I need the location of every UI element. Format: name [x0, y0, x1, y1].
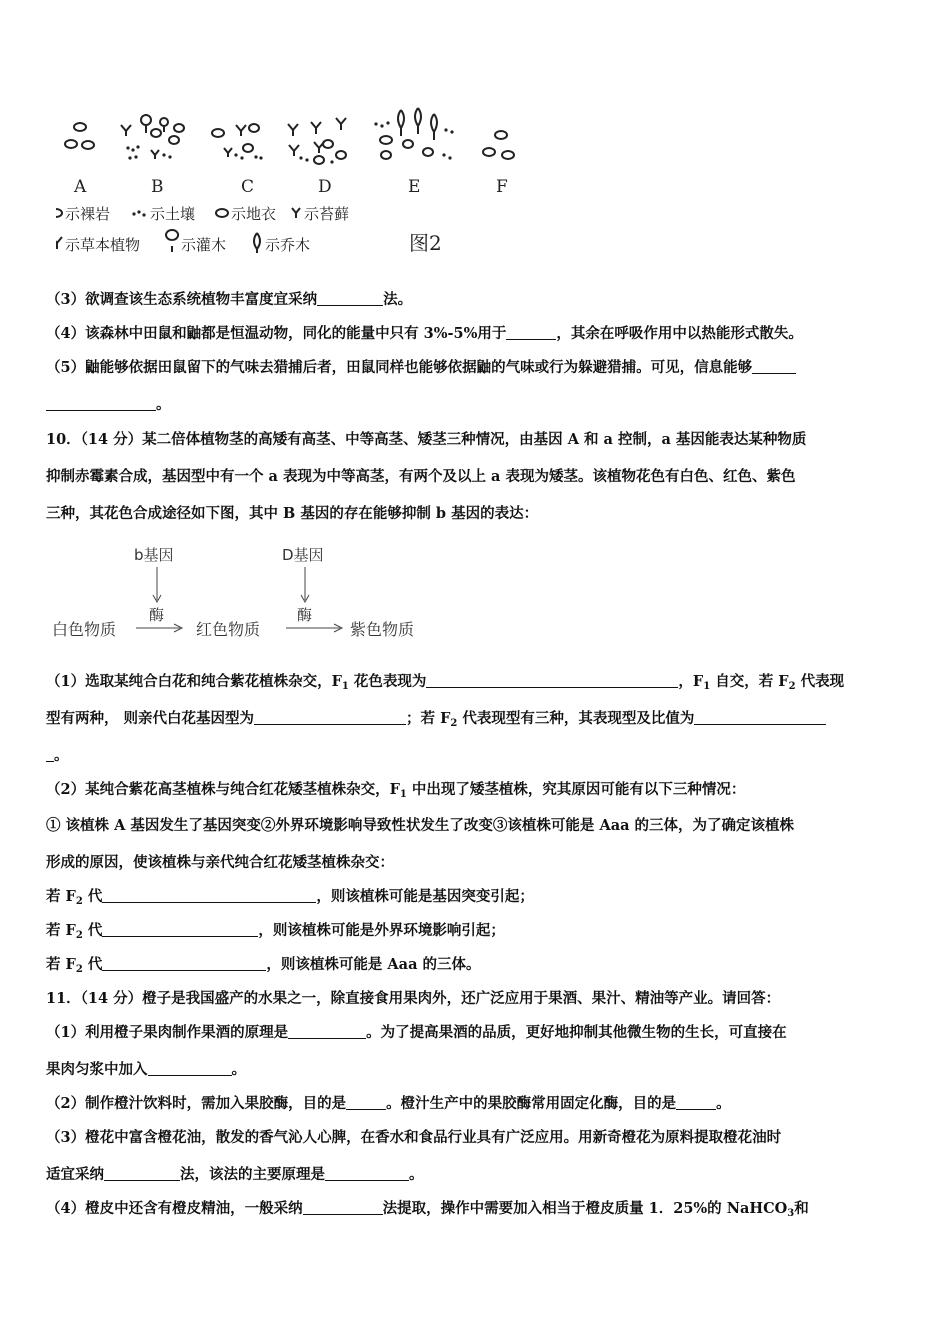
answer-blank[interactable] — [752, 359, 796, 374]
pathway-gene-d: D基因 — [282, 546, 324, 564]
q11-part1-text: 果肉匀浆中加入 — [46, 1061, 148, 1078]
stage-e-plants — [380, 108, 437, 159]
answer-blank[interactable] — [102, 956, 266, 971]
q11-part4-end: 和 — [794, 1200, 809, 1217]
pathway-white-substance: 白色物质 — [52, 620, 117, 639]
q9-part4 — [46, 322, 803, 343]
legend-herb: 示草本植物 — [65, 236, 141, 254]
legend-shrub: 示灌木 — [181, 236, 227, 254]
q11-part3-text: 适宜采纳 — [46, 1166, 104, 1183]
subscript: 1 — [399, 789, 407, 800]
case-conclusion: ，则该植株可能是基因突变引起； — [316, 888, 534, 905]
q11-part2-text: （2）制作橙汁饮料时，需加入果胶酶，目的是 — [46, 1095, 347, 1112]
pathway-enzyme-1: 酶 — [149, 606, 165, 624]
rock-legend-icon — [56, 209, 62, 217]
subscript: 2 — [75, 964, 83, 975]
flower-color-pathway — [50, 540, 450, 650]
q10-case1 — [46, 885, 534, 907]
subscript: 2 — [75, 896, 83, 907]
answer-blank[interactable] — [102, 922, 258, 937]
q11-part1-text: 。为了提高果酒的品质，更好地抑制其他微生物的生长，可直接在 — [366, 1024, 787, 1041]
case-if: 若 F — [46, 956, 76, 973]
q11-part4-text: 法提取，操作中需要加入相当于橙皮质量 1．25%的 NaHCO — [382, 1200, 788, 1217]
q11-part3-text: 法，该法的主要原理是 — [180, 1166, 325, 1183]
subscript: 2 — [75, 930, 83, 941]
stage-label-e: E — [408, 177, 421, 197]
case-dai: 代 — [82, 922, 103, 939]
stage-label-a: A — [74, 177, 87, 197]
answer-blank[interactable] — [46, 396, 156, 411]
q11-part1-text: （1）利用橙子果肉制作果酒的原理是 — [46, 1024, 289, 1041]
q9-part3 — [46, 288, 412, 309]
q11-part4-text: （4）橙皮中还含有橙皮精油，一般采纳 — [46, 1200, 303, 1217]
q10-part1-text: 花色表现为 — [348, 673, 427, 690]
answer-blank[interactable] — [506, 325, 556, 340]
shrub-legend-icon — [166, 230, 178, 252]
legend-lichen: 示地衣 — [231, 205, 277, 223]
q9-part5 — [46, 356, 796, 377]
stage-label-d: D — [318, 177, 332, 197]
q10-part1-line3 — [46, 744, 69, 765]
legend-soil: 示土壤 — [150, 205, 196, 223]
figure-caption: 图2 — [409, 231, 442, 255]
stage-label-f: F — [496, 177, 508, 197]
legend-tree: 示乔木 — [265, 236, 311, 254]
q10-part2-text: （2）某纯合紫花高茎植株与纯合红花矮茎植株杂交，F — [46, 781, 400, 798]
q11-part1-line1 — [46, 1021, 787, 1042]
q10-part1-end: 。 — [54, 747, 69, 764]
q10-part2-line3: 形成的原因，使该植株与亲代纯合红花矮茎植株杂交： — [46, 854, 394, 871]
q10-part1-text: 型有两种， 则亲代白花基因型为 — [46, 710, 255, 727]
answer-blank[interactable] — [346, 1095, 386, 1110]
answer-blank[interactable] — [46, 747, 54, 762]
q11-part2-text: 。橙汁生产中的果胶酶常用固定化酶，目的是 — [386, 1095, 677, 1112]
case-if: 若 F — [46, 922, 76, 939]
soil-legend-icon — [132, 210, 145, 216]
subscript: 2 — [450, 718, 458, 729]
q11-stem: 11．（14 分）橙子是我国盛产的水果之一，除直接食用果肉外，还广泛应用于果酒、果汁、精油等产业。请回答： — [46, 990, 781, 1007]
pathway-purple-substance: 紫色物质 — [350, 620, 415, 639]
moss-legend-icon — [292, 208, 300, 218]
q11-part3-line2 — [46, 1163, 424, 1184]
q10-case2 — [46, 919, 505, 941]
q9-part3-end: 法。 — [383, 291, 413, 308]
q10-part2-line1 — [46, 778, 745, 800]
q11-part4 — [46, 1197, 809, 1219]
stage-b-soil — [126, 145, 171, 159]
legend-rock: 示裸岩 — [65, 205, 111, 223]
q9-part5-cont — [46, 393, 171, 414]
stage-c-plants — [212, 124, 259, 157]
answer-blank[interactable] — [102, 888, 316, 903]
q11-part1-line2 — [46, 1058, 246, 1079]
case-dai: 代 — [82, 888, 103, 905]
q11-part3-line1: （3）橙花中富含橙花油，散发的香气沁人心脾，在香水和食品行业具有广泛应用。用新奇橙花为原料提取橙花油时 — [46, 1129, 782, 1146]
case-conclusion: ，则该植株可能是外界环境影响引起； — [258, 922, 505, 939]
answer-blank[interactable] — [676, 1095, 716, 1110]
q9-part4-end: ，其余在呼吸作用中以热能形式散失。 — [556, 325, 803, 342]
q10-part1-text: ；若 F — [406, 710, 451, 727]
succession-figure — [56, 100, 556, 265]
pathway-enzyme-2: 酶 — [297, 606, 313, 624]
pathway-gene-b: b基因 — [134, 546, 174, 564]
subscript: 3 — [787, 1208, 795, 1219]
subscript: 2 — [788, 681, 796, 692]
answer-blank[interactable] — [426, 673, 678, 688]
stage-label-b: B — [151, 177, 164, 197]
case-dai: 代 — [82, 956, 103, 973]
q10-stem-line1: 10．（14 分）某二倍体植物茎的高矮有高茎、中等高茎、矮茎三种情况，由基因 A 和 a 控制，a 基因能表达某种物质 — [46, 431, 807, 448]
case-if: 若 F — [46, 888, 76, 905]
q10-part2-line2: ① 该植株 A 基因发生了基因突变②外界环境影响导致性状发生了改变③该植株可能是 Aaa 的三体，为了确定该植株 — [46, 817, 795, 834]
q11-part3-end: 。 — [409, 1166, 424, 1183]
q10-part2-text: 中出现了矮茎植株，究其原因可能有以下三种情况： — [406, 781, 746, 798]
q10-stem-line3: 三种，其花色合成途径如下图，其中 B 基因的存在能够抑制 b 基因的表达： — [46, 505, 539, 522]
stage-c-soil — [234, 153, 262, 159]
q10-stem-line2: 抑制赤霉素合成，基因型中有一个 a 表现为中等高茎，有两个及以上 a 表现为矮茎。该植物花色有白色、红色、紫色 — [46, 468, 796, 485]
q10-part1-text: 代表现 — [795, 673, 845, 690]
answer-blank[interactable] — [303, 1200, 383, 1215]
q9-part3-text: （3）欲调查该生态系统植物丰富度宜采纳 — [46, 291, 318, 308]
answer-blank[interactable] — [104, 1166, 180, 1181]
q9-part4-text: （4）该森林中田鼠和鼬都是恒温动物，同化的能量中只有 3%-5%用于 — [46, 325, 507, 342]
stage-d-soil — [299, 156, 333, 163]
q11-part2-end: 。 — [716, 1095, 731, 1112]
case-conclusion: ，则该植株可能是 Aaa 的三体。 — [266, 956, 481, 973]
stage-f-rocks — [483, 131, 514, 159]
answer-blank[interactable] — [325, 1166, 409, 1181]
answer-blank[interactable] — [288, 1024, 366, 1039]
stage-a-rocks — [65, 123, 94, 149]
q10-part1-text: 自交，若 F — [710, 673, 789, 690]
stage-e-soil — [374, 121, 453, 159]
q11-part1-end: 。 — [231, 1061, 246, 1078]
q10-part1-text: （1）选取某纯合白花和纯合紫花植株杂交，F — [46, 673, 342, 690]
q10-part1-line1 — [46, 670, 844, 692]
q9-part5-text: （5）鼬能够依据田鼠留下的气味去猎捕后者，田鼠同样也能够依据鼬的气味或行为躲避猎捕。可见，信息能够 — [46, 359, 753, 376]
stage-d-plants — [288, 118, 346, 164]
answer-blank[interactable] — [148, 1061, 232, 1076]
q10-case3 — [46, 953, 481, 975]
pathway-red-substance: 红色物质 — [196, 620, 261, 639]
subscript: 1 — [703, 681, 711, 692]
q10-part1-line2 — [46, 707, 826, 729]
q11-part2 — [46, 1092, 731, 1113]
answer-blank[interactable] — [694, 710, 826, 725]
answer-blank[interactable] — [254, 710, 406, 725]
q10-part1-text: ，F — [678, 673, 704, 690]
tree-legend-icon — [254, 233, 260, 253]
stage-b-plants — [121, 115, 184, 159]
q10-part1-text: 代表现型有三种，其表现型及比值为 — [457, 710, 695, 727]
q9-part5-end: 。 — [156, 396, 171, 413]
stage-label-c: C — [241, 177, 255, 197]
subscript: 1 — [341, 681, 349, 692]
herb-legend-icon — [56, 237, 62, 249]
lichen-legend-icon — [216, 209, 228, 217]
legend-moss: 示苔藓 — [304, 205, 350, 223]
answer-blank[interactable] — [317, 291, 383, 306]
